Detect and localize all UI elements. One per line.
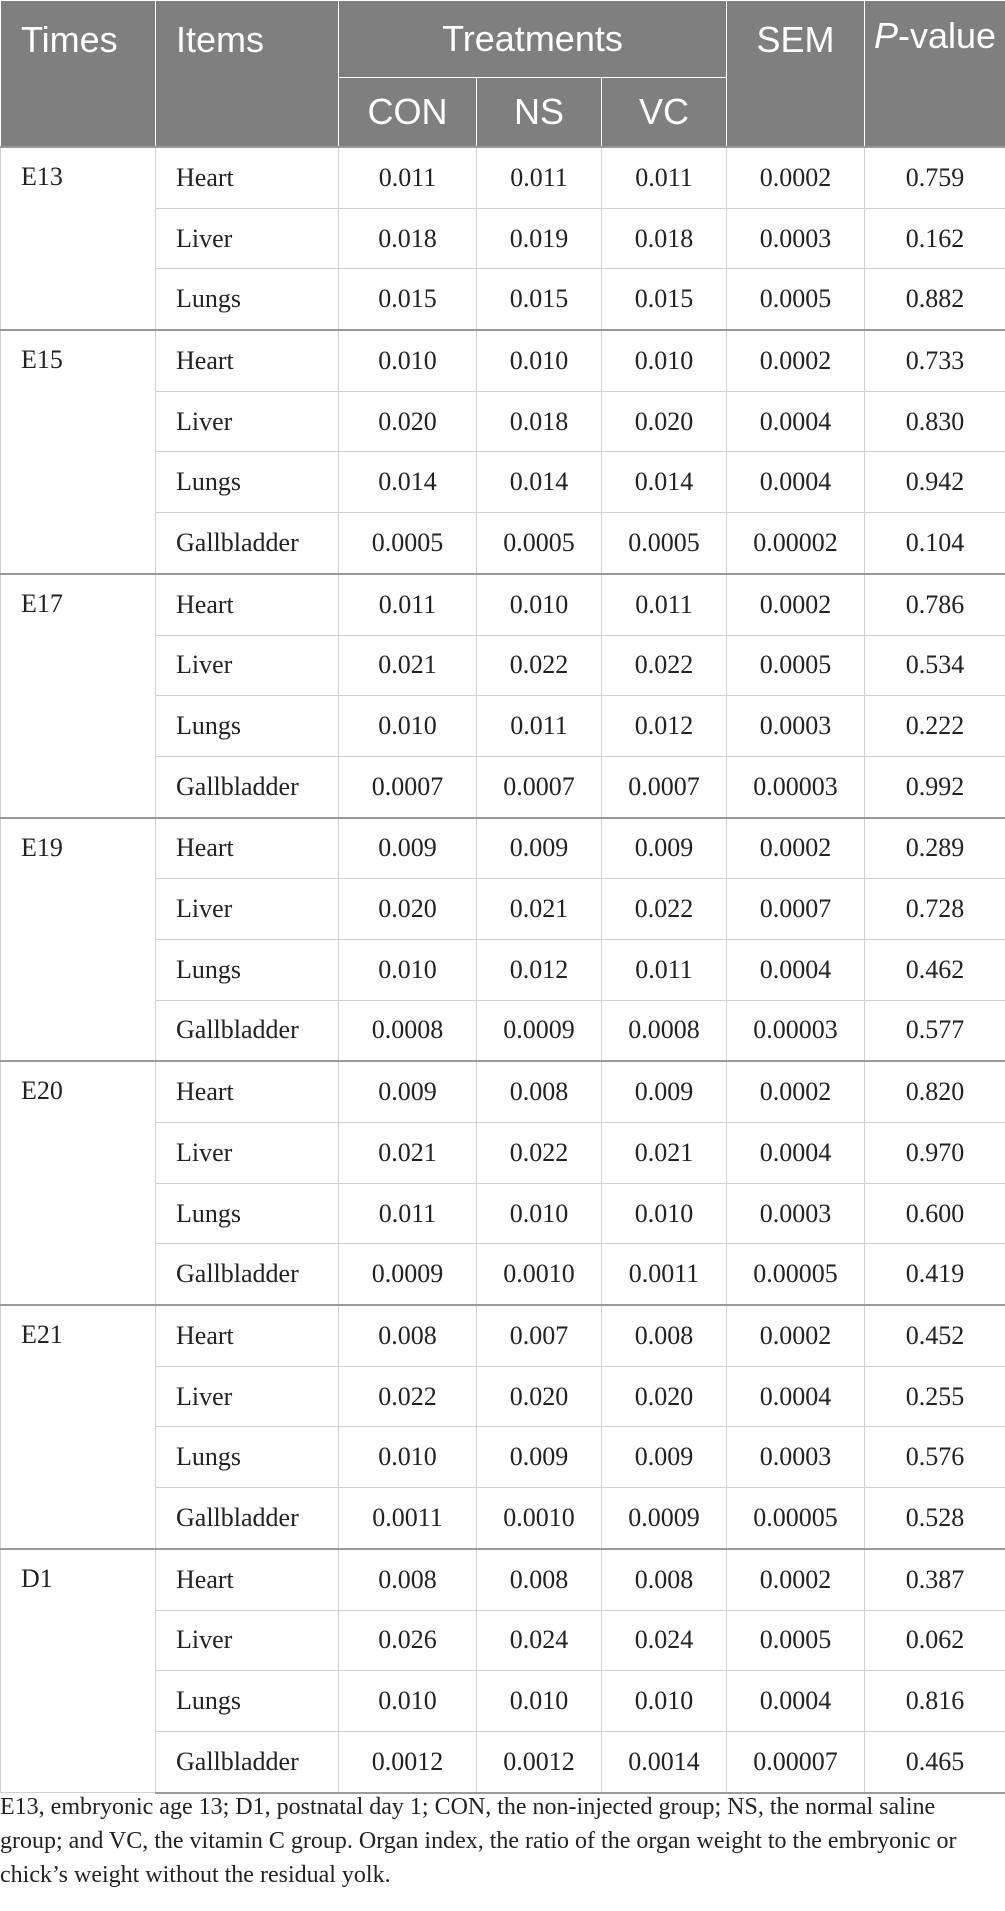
con-value-cell: 0.020 <box>339 879 477 940</box>
sem-value-cell: 0.0007 <box>727 879 865 940</box>
con-value-cell: 0.0009 <box>339 1244 477 1305</box>
p-value-cell: 0.387 <box>865 1549 1005 1610</box>
ns-value-cell: 0.020 <box>477 1366 602 1427</box>
vc-value-cell: 0.012 <box>602 696 727 757</box>
sem-value-cell: 0.00005 <box>727 1244 865 1305</box>
item-cell: Liver <box>156 879 339 940</box>
ns-value-cell: 0.015 <box>477 269 602 330</box>
ns-value-cell: 0.008 <box>477 1061 602 1122</box>
table-row <box>1 330 1005 391</box>
sem-value-cell: 0.0002 <box>727 818 865 879</box>
header-pvalue <box>865 1 1005 148</box>
con-value-cell: 0.009 <box>339 1061 477 1122</box>
header-con: CON <box>339 78 477 148</box>
p-value-cell: 0.576 <box>865 1427 1005 1488</box>
time-cell: E21 <box>1 1305 156 1549</box>
item-cell: Gallbladder <box>156 756 339 817</box>
vc-value-cell: 0.010 <box>602 1183 727 1244</box>
header-vc: VC <box>602 78 727 148</box>
p-value-cell: 0.970 <box>865 1123 1005 1184</box>
item-cell: Heart <box>156 147 339 208</box>
item-cell: Heart <box>156 818 339 879</box>
vc-value-cell: 0.021 <box>602 1123 727 1184</box>
con-value-cell: 0.0005 <box>339 513 477 574</box>
con-value-cell: 0.010 <box>339 696 477 757</box>
sem-value-cell: 0.0004 <box>727 452 865 513</box>
vc-value-cell: 0.009 <box>602 1427 727 1488</box>
item-cell: Lungs <box>156 939 339 1000</box>
sem-value-cell: 0.0003 <box>727 208 865 269</box>
item-cell: Gallbladder <box>156 1488 339 1549</box>
p-value-cell: 0.528 <box>865 1488 1005 1549</box>
item-cell: Gallbladder <box>156 1731 339 1792</box>
con-value-cell: 0.015 <box>339 269 477 330</box>
ns-value-cell: 0.011 <box>477 696 602 757</box>
vc-value-cell: 0.0008 <box>602 1000 727 1061</box>
p-value-cell: 0.255 <box>865 1366 1005 1427</box>
ns-value-cell: 0.0009 <box>477 1000 602 1061</box>
vc-value-cell: 0.015 <box>602 269 727 330</box>
ns-value-cell: 0.019 <box>477 208 602 269</box>
vc-value-cell: 0.022 <box>602 635 727 696</box>
ns-value-cell: 0.018 <box>477 391 602 452</box>
vc-value-cell: 0.0014 <box>602 1731 727 1792</box>
item-cell: Gallbladder <box>156 1000 339 1061</box>
con-value-cell: 0.009 <box>339 818 477 879</box>
time-cell: E19 <box>1 818 156 1062</box>
ns-value-cell: 0.021 <box>477 879 602 940</box>
vc-value-cell: 0.014 <box>602 452 727 513</box>
p-value-cell: 0.465 <box>865 1731 1005 1792</box>
ns-value-cell: 0.022 <box>477 1123 602 1184</box>
p-value-cell: 0.759 <box>865 147 1005 208</box>
vc-value-cell: 0.0007 <box>602 756 727 817</box>
p-value-cell: 0.222 <box>865 696 1005 757</box>
sem-value-cell: 0.0005 <box>727 269 865 330</box>
p-value-cell: 0.462 <box>865 939 1005 1000</box>
p-value-cell: 0.452 <box>865 1305 1005 1366</box>
sem-value-cell: 0.0002 <box>727 147 865 208</box>
header-treatments: Treatments <box>339 1 727 78</box>
ns-value-cell: 0.010 <box>477 1183 602 1244</box>
con-value-cell: 0.026 <box>339 1610 477 1671</box>
con-value-cell: 0.0012 <box>339 1731 477 1792</box>
sem-value-cell: 0.0004 <box>727 391 865 452</box>
item-cell: Lungs <box>156 269 339 330</box>
sem-value-cell: 0.00005 <box>727 1488 865 1549</box>
item-cell: Liver <box>156 1366 339 1427</box>
header-items: Items <box>156 1 339 148</box>
con-value-cell: 0.011 <box>339 147 477 208</box>
sem-value-cell: 0.0003 <box>727 1183 865 1244</box>
p-value-cell: 0.820 <box>865 1061 1005 1122</box>
con-value-cell: 0.010 <box>339 1671 477 1732</box>
con-value-cell: 0.014 <box>339 452 477 513</box>
vc-value-cell: 0.010 <box>602 1671 727 1732</box>
vc-value-cell: 0.0009 <box>602 1488 727 1549</box>
con-value-cell: 0.011 <box>339 1183 477 1244</box>
item-cell: Liver <box>156 391 339 452</box>
p-value-cell: 0.728 <box>865 879 1005 940</box>
con-value-cell: 0.0007 <box>339 756 477 817</box>
ns-value-cell: 0.010 <box>477 330 602 391</box>
vc-value-cell: 0.011 <box>602 147 727 208</box>
ns-value-cell: 0.0012 <box>477 1731 602 1792</box>
sem-value-cell: 0.0005 <box>727 635 865 696</box>
sem-value-cell: 0.0002 <box>727 1061 865 1122</box>
table-row <box>1 147 1005 208</box>
item-cell: Gallbladder <box>156 1244 339 1305</box>
vc-value-cell: 0.011 <box>602 939 727 1000</box>
vc-value-cell: 0.008 <box>602 1305 727 1366</box>
p-value-cell: 0.882 <box>865 269 1005 330</box>
item-cell: Lungs <box>156 1671 339 1732</box>
table-body <box>1 147 1005 1793</box>
vc-value-cell: 0.011 <box>602 574 727 635</box>
p-value-cell: 0.600 <box>865 1183 1005 1244</box>
header-times: Times <box>1 1 156 148</box>
sem-value-cell: 0.0002 <box>727 574 865 635</box>
p-value-cell: 0.942 <box>865 452 1005 513</box>
con-value-cell: 0.010 <box>339 330 477 391</box>
table-row <box>1 1549 1005 1610</box>
p-value-cell: 0.062 <box>865 1610 1005 1671</box>
ns-value-cell: 0.010 <box>477 574 602 635</box>
sem-value-cell: 0.0004 <box>727 1671 865 1732</box>
ns-value-cell: 0.014 <box>477 452 602 513</box>
ns-value-cell: 0.009 <box>477 1427 602 1488</box>
table-row <box>1 1061 1005 1122</box>
con-value-cell: 0.021 <box>339 635 477 696</box>
con-value-cell: 0.010 <box>339 939 477 1000</box>
time-cell: D1 <box>1 1549 156 1793</box>
ns-value-cell: 0.0005 <box>477 513 602 574</box>
vc-value-cell: 0.020 <box>602 1366 727 1427</box>
ns-value-cell: 0.0010 <box>477 1488 602 1549</box>
sem-value-cell: 0.0002 <box>727 1549 865 1610</box>
vc-value-cell: 0.008 <box>602 1549 727 1610</box>
sem-value-cell: 0.0004 <box>727 1366 865 1427</box>
p-value-cell: 0.289 <box>865 818 1005 879</box>
sem-value-cell: 0.0004 <box>727 939 865 1000</box>
vc-value-cell: 0.0005 <box>602 513 727 574</box>
header-pvalue-suffix: -value <box>897 15 997 56</box>
vc-value-cell: 0.024 <box>602 1610 727 1671</box>
con-value-cell: 0.0008 <box>339 1000 477 1061</box>
ns-value-cell: 0.010 <box>477 1671 602 1732</box>
p-value-cell: 0.733 <box>865 330 1005 391</box>
header-pvalue-p: P <box>873 15 898 56</box>
table-row <box>1 574 1005 635</box>
time-cell: E17 <box>1 574 156 818</box>
sem-value-cell: 0.0005 <box>727 1610 865 1671</box>
vc-value-cell: 0.0011 <box>602 1244 727 1305</box>
table-row <box>1 1305 1005 1366</box>
ns-value-cell: 0.008 <box>477 1549 602 1610</box>
sem-value-cell: 0.0003 <box>727 1427 865 1488</box>
con-value-cell: 0.011 <box>339 574 477 635</box>
sem-value-cell: 0.00003 <box>727 756 865 817</box>
table-row <box>1 818 1005 879</box>
vc-value-cell: 0.009 <box>602 818 727 879</box>
sem-value-cell: 0.0003 <box>727 696 865 757</box>
item-cell: Lungs <box>156 696 339 757</box>
ns-value-cell: 0.012 <box>477 939 602 1000</box>
item-cell: Heart <box>156 330 339 391</box>
time-cell: E20 <box>1 1061 156 1305</box>
sem-value-cell: 0.0002 <box>727 330 865 391</box>
vc-value-cell: 0.020 <box>602 391 727 452</box>
p-value-cell: 0.104 <box>865 513 1005 574</box>
p-value-cell: 0.816 <box>865 1671 1005 1732</box>
item-cell: Heart <box>156 1061 339 1122</box>
p-value-cell: 0.577 <box>865 1000 1005 1061</box>
ns-value-cell: 0.009 <box>477 818 602 879</box>
item-cell: Lungs <box>156 452 339 513</box>
p-value-cell: 0.830 <box>865 391 1005 452</box>
ns-value-cell: 0.024 <box>477 1610 602 1671</box>
item-cell: Lungs <box>156 1427 339 1488</box>
con-value-cell: 0.0011 <box>339 1488 477 1549</box>
vc-value-cell: 0.010 <box>602 330 727 391</box>
sem-value-cell: 0.0002 <box>727 1305 865 1366</box>
table-header <box>1 1 1005 148</box>
vc-value-cell: 0.018 <box>602 208 727 269</box>
item-cell: Heart <box>156 1549 339 1610</box>
con-value-cell: 0.008 <box>339 1549 477 1610</box>
item-cell: Liver <box>156 208 339 269</box>
item-cell: Gallbladder <box>156 513 339 574</box>
ns-value-cell: 0.0007 <box>477 756 602 817</box>
ns-value-cell: 0.022 <box>477 635 602 696</box>
table-footnote: E13, embryonic age 13; D1, postnatal day 1; CON, the non-injected group; NS, the normal saline group; and VC, the vitamin C group. Organ index, the ratio of the organ weight to the embryonic or chick’s weight without the residual yolk. <box>0 1794 957 1888</box>
p-value-cell: 0.162 <box>865 208 1005 269</box>
item-cell: Liver <box>156 635 339 696</box>
item-cell: Liver <box>156 1123 339 1184</box>
p-value-cell: 0.534 <box>865 635 1005 696</box>
time-cell: E13 <box>1 147 156 330</box>
con-value-cell: 0.010 <box>339 1427 477 1488</box>
con-value-cell: 0.008 <box>339 1305 477 1366</box>
item-cell: Heart <box>156 574 339 635</box>
ns-value-cell: 0.0010 <box>477 1244 602 1305</box>
p-value-cell: 0.786 <box>865 574 1005 635</box>
time-cell: E15 <box>1 330 156 574</box>
p-value-cell: 0.419 <box>865 1244 1005 1305</box>
sem-value-cell: 0.0004 <box>727 1123 865 1184</box>
p-value-cell: 0.992 <box>865 756 1005 817</box>
sem-value-cell: 0.00003 <box>727 1000 865 1061</box>
ns-value-cell: 0.007 <box>477 1305 602 1366</box>
sem-value-cell: 0.00007 <box>727 1731 865 1792</box>
sem-value-cell: 0.00002 <box>727 513 865 574</box>
ns-value-cell: 0.011 <box>477 147 602 208</box>
header-sem: SEM <box>727 1 865 148</box>
con-value-cell: 0.021 <box>339 1123 477 1184</box>
vc-value-cell: 0.009 <box>602 1061 727 1122</box>
con-value-cell: 0.022 <box>339 1366 477 1427</box>
con-value-cell: 0.020 <box>339 391 477 452</box>
vc-value-cell: 0.022 <box>602 879 727 940</box>
header-ns: NS <box>477 78 602 148</box>
con-value-cell: 0.018 <box>339 208 477 269</box>
item-cell: Liver <box>156 1610 339 1671</box>
item-cell: Heart <box>156 1305 339 1366</box>
item-cell: Lungs <box>156 1183 339 1244</box>
